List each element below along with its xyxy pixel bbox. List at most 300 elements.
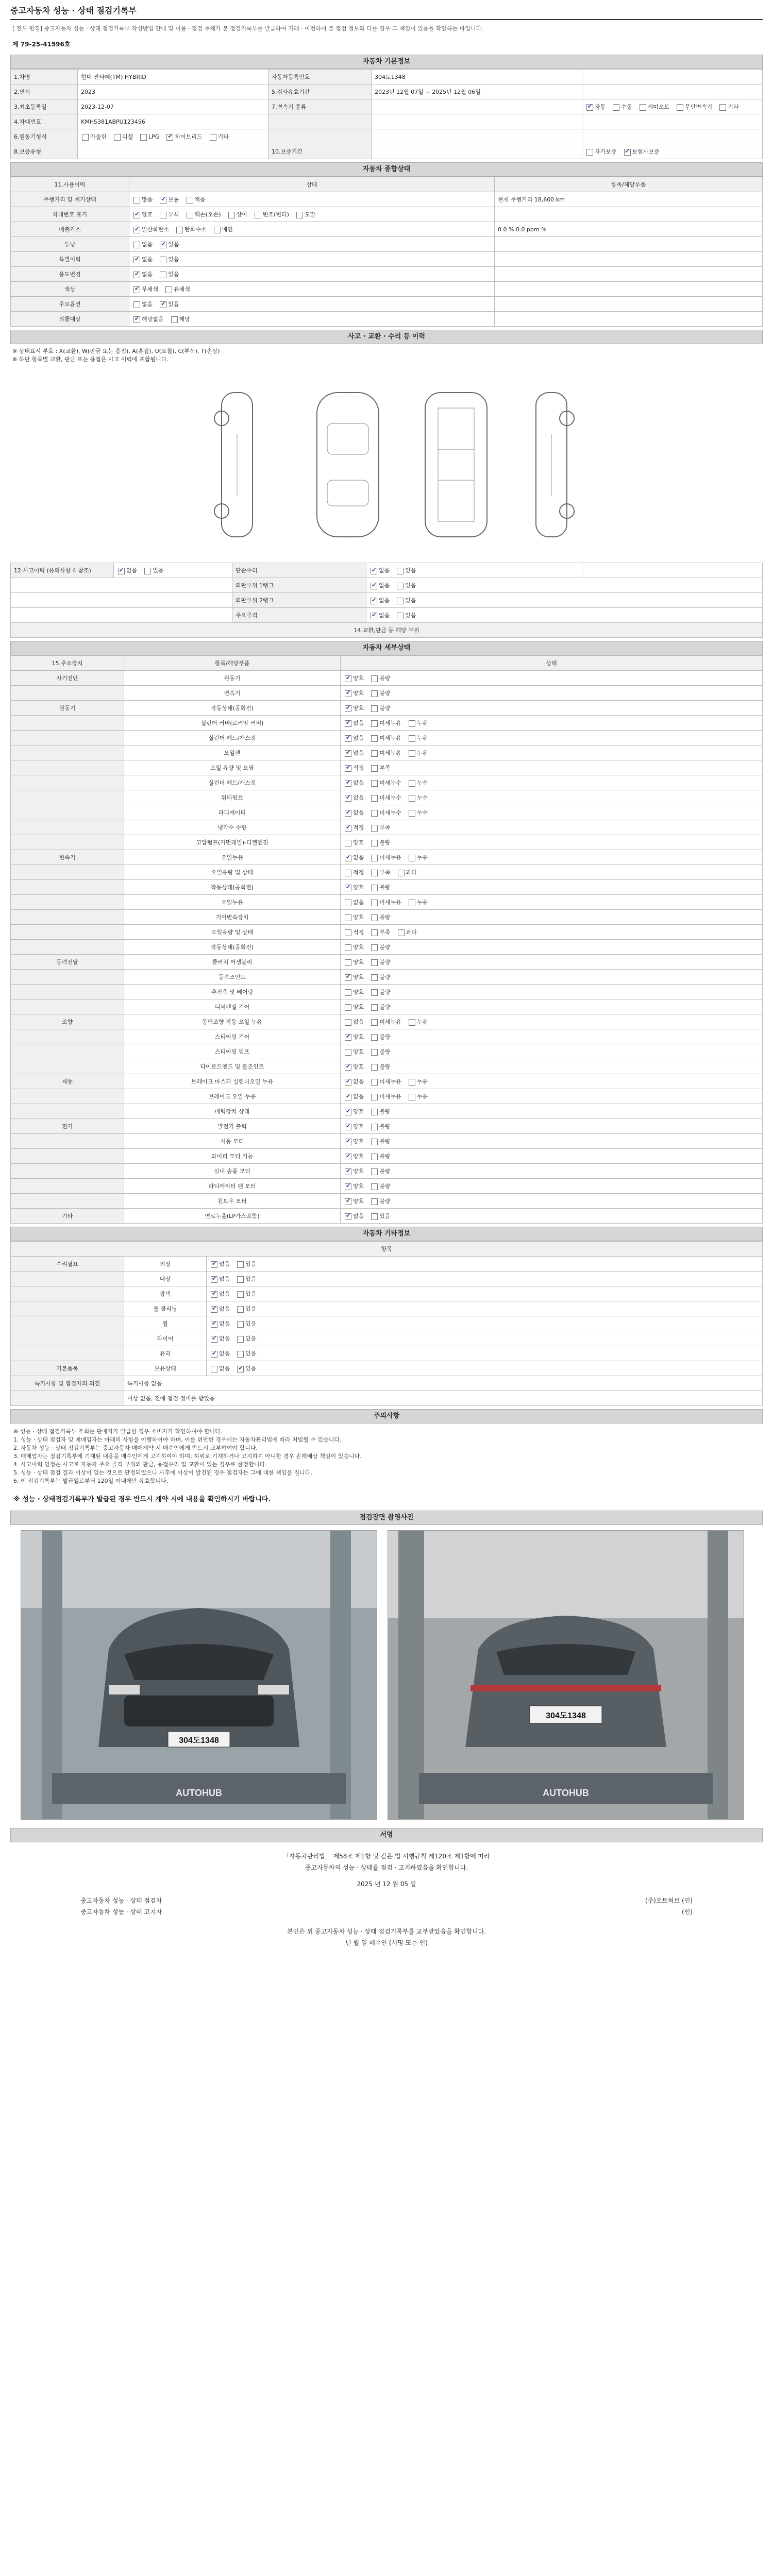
detail-option[interactable]: ✔ 없음 [344,1212,364,1220]
detail-option[interactable]: ✔ 없음 [344,808,364,817]
detail-option[interactable]: 없음 [344,898,364,906]
checkbox[interactable] [586,149,593,156]
checkbox[interactable] [133,301,140,308]
checkbox[interactable] [371,1109,378,1115]
checkbox[interactable] [409,780,415,787]
detail-option[interactable]: 미세누수 [370,793,401,802]
checkbox[interactable] [398,870,405,876]
checkbox[interactable] [409,810,415,817]
checkbox[interactable] [133,242,140,248]
checkbox[interactable] [345,1198,351,1205]
checkbox[interactable] [409,720,415,727]
general-option[interactable]: 훼손(오손) [186,210,221,218]
checkbox[interactable] [371,1198,378,1205]
transmission-option[interactable]: ✔ 자동 [585,103,606,111]
fuel-option[interactable]: 기타 [209,132,229,141]
checkbox[interactable] [345,989,351,996]
detail-option[interactable]: 누유 [408,853,428,861]
checkbox[interactable] [371,810,378,817]
other-option[interactable]: ✔ 없음 [210,1260,230,1268]
checkbox[interactable] [237,1261,244,1268]
detail-option[interactable]: 미세누유 [370,1077,401,1086]
checkbox[interactable] [371,840,378,846]
checkbox[interactable] [371,885,378,891]
checkbox[interactable] [371,705,378,712]
general-option[interactable]: ✔ 양호 [132,210,153,218]
checkbox[interactable] [82,134,89,141]
checkbox[interactable] [237,1321,244,1328]
detail-option[interactable]: 불량 [370,943,390,951]
general-option[interactable]: 탄화수소 [175,225,207,233]
checkbox[interactable] [640,104,646,111]
checkbox[interactable] [409,1094,415,1100]
checkbox[interactable] [237,1306,244,1313]
detail-option[interactable]: ✔ 양호 [344,1197,364,1205]
detail-option[interactable]: 양호 [344,1047,364,1056]
detail-option[interactable]: 양호 [344,943,364,951]
detail-option[interactable]: 미세누유 [370,898,401,906]
checkbox[interactable] [228,212,235,218]
checkbox[interactable] [345,1004,351,1011]
checkbox[interactable] [237,1276,244,1283]
checkbox[interactable] [187,212,193,218]
checkbox[interactable] [160,301,166,308]
checkbox[interactable] [677,104,683,111]
checkbox[interactable] [133,197,140,204]
checkbox[interactable] [214,227,221,233]
checkbox[interactable] [171,316,178,323]
checkbox[interactable] [210,134,216,141]
general-option[interactable]: ✔ 없음 [132,255,153,263]
checkbox[interactable] [345,720,351,727]
general-option[interactable]: ✔ 있음 [159,300,179,308]
detail-option[interactable]: 누유 [408,1018,428,1026]
transmission-option[interactable]: 세미오토 [638,103,670,111]
checkbox[interactable] [371,735,378,742]
checkbox[interactable] [160,257,166,263]
checkbox[interactable] [345,780,351,787]
checkbox[interactable] [345,1124,351,1130]
checkbox[interactable] [345,870,351,876]
checkbox[interactable] [371,1064,378,1071]
detail-option[interactable]: 미세누수 [370,808,401,817]
checkbox[interactable] [371,598,377,604]
checkbox[interactable] [409,855,415,861]
detail-option[interactable]: ✔ 양호 [344,973,364,981]
checkbox[interactable] [371,1034,378,1041]
checkbox[interactable] [166,134,173,141]
checkbox[interactable] [211,1291,217,1298]
checkbox[interactable] [613,104,619,111]
checkbox[interactable] [133,272,140,278]
checkbox[interactable] [345,765,351,772]
other-option[interactable]: 있음 [236,1334,256,1343]
checkbox[interactable] [211,1336,217,1343]
checkbox[interactable] [371,870,378,876]
checkbox[interactable] [371,1019,378,1026]
general-option[interactable]: 있음 [159,255,179,263]
checkbox[interactable] [345,1183,351,1190]
checkbox[interactable] [211,1306,217,1313]
checkbox[interactable] [345,1079,351,1086]
checkbox[interactable] [345,750,351,757]
other-option[interactable]: 없음 [210,1364,230,1372]
checkbox[interactable] [345,929,351,936]
checkbox[interactable] [345,1168,351,1175]
detail-option[interactable]: 양호 [344,988,364,996]
checkbox[interactable] [345,1154,351,1160]
checkbox[interactable] [345,1109,351,1115]
checkbox[interactable] [371,690,378,697]
checkbox[interactable] [409,735,415,742]
checkbox[interactable] [371,780,378,787]
checkbox[interactable] [345,825,351,832]
general-option[interactable]: ✔ 무채색 [132,285,158,293]
other-option[interactable]: ✔ 없음 [210,1290,230,1298]
fuel-option[interactable]: ✔ 하이브리드 [165,132,202,141]
accident-option[interactable]: 있음 [143,566,163,574]
checkbox[interactable] [371,795,378,802]
detail-option[interactable]: 불량 [370,1167,390,1175]
checkbox[interactable] [371,929,378,936]
checkbox[interactable] [371,974,378,981]
checkbox[interactable] [160,242,166,248]
detail-option[interactable]: ✔ 없음 [344,793,364,802]
detail-option[interactable]: 누유 [408,734,428,742]
checkbox[interactable] [345,855,351,861]
detail-option[interactable]: 없음 [344,1018,364,1026]
checkbox[interactable] [345,735,351,742]
checkbox[interactable] [345,705,351,712]
detail-option[interactable]: ✔ 양호 [344,674,364,682]
checkbox[interactable] [371,1124,378,1130]
detail-option[interactable]: 불량 [370,973,390,981]
general-option[interactable]: 변조(변타) [254,210,289,218]
detail-option[interactable]: 불량 [370,883,390,891]
checkbox[interactable] [371,1139,378,1145]
detail-option[interactable]: 불량 [370,704,390,712]
detail-option[interactable]: ✔ 적정 [344,764,364,772]
detail-option[interactable]: 불량 [370,913,390,921]
general-option[interactable]: 없음 [132,300,153,308]
checkbox[interactable] [187,197,193,204]
detail-option[interactable]: ✔ 없음 [344,1092,364,1100]
warranty-option[interactable]: ✔ 보험사보증 [623,147,660,156]
checkbox[interactable] [144,568,151,574]
detail-option[interactable]: 누유 [408,1092,428,1100]
checkbox[interactable] [160,197,166,204]
checkbox[interactable] [345,944,351,951]
other-option[interactable]: 있음 [236,1275,256,1283]
general-option[interactable]: ✔ 있음 [159,240,179,248]
general-right [495,282,763,297]
checkbox[interactable] [371,944,378,951]
checkbox[interactable] [237,1336,244,1343]
checkbox[interactable] [345,1213,351,1220]
checkbox[interactable] [409,1079,415,1086]
detail-option[interactable]: 불량 [370,1182,390,1190]
checkbox[interactable] [398,929,405,936]
detail-option[interactable]: ✔ 양호 [344,1137,364,1145]
panel-option[interactable]: 있음 [396,581,416,589]
checkbox[interactable] [176,227,183,233]
checkbox[interactable] [345,690,351,697]
panel-option[interactable]: ✔ 없음 [369,596,390,604]
checkbox[interactable] [409,900,415,906]
checkbox[interactable] [371,583,377,589]
detail-option[interactable]: 미세누수 [370,778,401,787]
detail-option[interactable]: 양호 [344,913,364,921]
checkbox[interactable] [345,810,351,817]
checkbox[interactable] [345,959,351,966]
detail-option[interactable]: ✔ 없음 [344,719,364,727]
panel-option[interactable]: ✔ 없음 [369,581,390,589]
general-option[interactable]: ✔ 일산화탄소 [132,225,169,233]
other-option[interactable]: ✔ 없음 [210,1319,230,1328]
detail-option[interactable]: 미세누유 [370,853,401,861]
repair-option[interactable]: ✔ 없음 [369,566,390,574]
checkbox[interactable] [118,568,125,574]
general-option[interactable]: 상이 [227,210,247,218]
general-option[interactable]: 없음 [132,240,153,248]
transmission-option[interactable]: 기타 [718,103,738,111]
checkbox[interactable] [371,914,378,921]
checkbox[interactable] [211,1351,217,1358]
other-option[interactable]: ✔ 없음 [210,1349,230,1358]
checkbox[interactable] [133,316,140,323]
detail-option[interactable]: 미세누유 [370,1092,401,1100]
checkbox[interactable] [371,1154,378,1160]
other-option[interactable]: ✔ 있음 [236,1364,256,1372]
checkbox[interactable] [345,1019,351,1026]
detail-option[interactable]: 누유 [408,719,428,727]
checkbox[interactable] [345,974,351,981]
detail-option[interactable]: ✔ 양호 [344,1062,364,1071]
detail-option[interactable]: ✔ 양호 [344,704,364,712]
checkbox[interactable] [371,900,378,906]
checkbox[interactable] [140,134,147,141]
detail-option[interactable]: 누수 [408,793,428,802]
checkbox[interactable] [165,286,172,293]
checkbox[interactable] [345,1139,351,1145]
checkbox[interactable] [409,795,415,802]
other-option[interactable]: 있음 [236,1304,256,1313]
checkbox[interactable] [371,568,377,574]
checkbox[interactable] [211,1321,217,1328]
checkbox[interactable] [345,840,351,846]
detail-option[interactable]: 불량 [370,1107,390,1115]
detail-option[interactable]: ✔ 없음 [344,778,364,787]
other-option[interactable]: 있음 [236,1349,256,1358]
fuel-option[interactable]: 디젤 [113,132,133,141]
detail-option[interactable]: 불량 [370,1122,390,1130]
detail-option[interactable]: 불량 [370,1003,390,1011]
detail-option[interactable]: 양호 [344,838,364,846]
detail-option[interactable]: 과다 [397,868,417,876]
detail-option[interactable]: 불량 [370,1137,390,1145]
fuel-option[interactable]: 가솔린 [81,132,107,141]
detail-option[interactable]: 불량 [370,674,390,682]
checkbox[interactable] [371,613,377,619]
detail-option[interactable]: ✔ 없음 [344,853,364,861]
detail-option[interactable]: 불량 [370,1197,390,1205]
detail-option[interactable]: 부족 [370,823,390,832]
detail-option[interactable]: 부족 [370,868,390,876]
checkbox[interactable] [237,1291,244,1298]
general-option[interactable]: 많음 [132,195,153,204]
detail-option[interactable]: 과다 [397,928,417,936]
checkbox[interactable] [160,212,166,218]
detail-option[interactable]: 미세누유 [370,734,401,742]
general-option[interactable]: 유채색 [164,285,190,293]
detail-option[interactable]: 누수 [408,808,428,817]
detail-option[interactable]: 양호 [344,958,364,966]
checkbox[interactable] [345,900,351,906]
detail-option[interactable]: ✔ 없음 [344,749,364,757]
general-option[interactable]: 매연 [213,225,233,233]
other-option[interactable]: 있음 [236,1260,256,1268]
panel-option[interactable]: 있음 [396,611,416,619]
detail-option[interactable]: ✔ 양호 [344,1167,364,1175]
other-option[interactable]: 있음 [236,1319,256,1328]
general-option[interactable]: 도말 [295,210,315,218]
checkbox[interactable] [397,613,404,619]
checkbox[interactable] [371,1004,378,1011]
checkbox[interactable] [160,272,166,278]
detail-option[interactable]: 있음 [370,1212,390,1220]
detail-option[interactable]: 누유 [408,898,428,906]
detail-option[interactable]: ✔ 양호 [344,1107,364,1115]
checkbox[interactable] [397,583,404,589]
detail-option[interactable]: 불량 [370,689,390,697]
warranty-option[interactable]: 자가보증 [585,147,617,156]
checkbox[interactable] [133,257,140,263]
detail-option[interactable]: ✔ 양호 [344,1182,364,1190]
general-option[interactable]: ✔ 없음 [132,270,153,278]
general-option[interactable]: ✔ 해당없음 [132,315,164,323]
checkbox[interactable] [371,959,378,966]
checkbox[interactable] [371,675,378,682]
checkbox[interactable] [345,795,351,802]
general-option[interactable]: ✔ 보통 [159,195,179,204]
checkbox[interactable] [211,1276,217,1283]
checkbox[interactable] [211,1366,217,1372]
detail-option[interactable]: 적정 [344,868,364,876]
detail-option[interactable]: 불량 [370,958,390,966]
detail-option[interactable]: 부족 [370,928,390,936]
checkbox[interactable] [397,598,404,604]
detail-option[interactable]: 적정 [344,928,364,936]
checkbox[interactable] [371,855,378,861]
checkbox[interactable] [371,825,378,832]
checkbox[interactable] [409,1019,415,1026]
detail-option[interactable]: ✔ 양호 [344,689,364,697]
detail-option[interactable]: ✔ 적정 [344,823,364,832]
checkbox[interactable] [719,104,726,111]
checkbox[interactable] [409,750,415,757]
checkbox[interactable] [345,1049,351,1056]
checkbox[interactable] [371,750,378,757]
checkbox[interactable] [371,1168,378,1175]
accident-option[interactable]: ✔ 없음 [117,566,137,574]
checkbox[interactable] [371,1049,378,1056]
other-option[interactable]: 있음 [236,1290,256,1298]
checkbox[interactable] [211,1261,217,1268]
detail-option[interactable]: ✔ 양호 [344,1152,364,1160]
other-option[interactable]: ✔ 없음 [210,1275,230,1283]
detail-option[interactable]: 양호 [344,1003,364,1011]
checkbox[interactable] [255,212,261,218]
checkbox[interactable] [624,149,631,156]
fuel-option[interactable]: LPG [139,133,159,141]
checkbox[interactable] [345,675,351,682]
general-option[interactable]: 해당 [170,315,190,323]
checkbox[interactable] [371,1183,378,1190]
checkbox[interactable] [371,1079,378,1086]
checkbox[interactable] [296,212,303,218]
general-option[interactable]: 부식 [159,210,179,218]
panel-option[interactable]: 있음 [396,596,416,604]
detail-option[interactable]: 미세누유 [370,749,401,757]
other-option[interactable]: ✔ 없음 [210,1334,230,1343]
detail-option[interactable]: 누수 [408,778,428,787]
checkbox[interactable] [237,1351,244,1358]
transmission-option[interactable]: 수동 [612,103,632,111]
detail-option[interactable]: 불량 [370,1152,390,1160]
repair-option[interactable]: 있음 [396,566,416,574]
detail-option[interactable]: ✔ 없음 [344,734,364,742]
inspector-name: (주)오토허브 (인) [645,1897,693,1904]
checkbox[interactable] [345,914,351,921]
checkbox[interactable] [371,989,378,996]
checkbox[interactable] [345,1064,351,1071]
checkbox[interactable] [345,1034,351,1041]
checkbox[interactable] [133,286,140,293]
detail-option[interactable]: 불량 [370,838,390,846]
checkbox[interactable] [371,765,378,772]
checkbox[interactable] [237,1366,244,1372]
panel-option[interactable]: ✔ 없음 [369,611,390,619]
checkbox[interactable] [586,104,593,111]
detail-option[interactable]: 미세누유 [370,719,401,727]
checkbox[interactable] [114,134,121,141]
other-option[interactable]: ✔ 없음 [210,1304,230,1313]
checkbox[interactable] [345,1094,351,1100]
checkbox[interactable] [371,1094,378,1100]
detail-option[interactable]: 불량 [370,1062,390,1071]
transmission-option[interactable]: 무단변속기 [676,103,712,111]
checkbox[interactable] [133,227,140,233]
checkbox[interactable] [133,212,140,218]
detail-option[interactable]: 불량 [370,1047,390,1056]
detail-option[interactable]: 미세누유 [370,1018,401,1026]
detail-option[interactable]: 부족 [370,764,390,772]
general-option[interactable]: 적음 [186,195,206,204]
checkbox[interactable] [397,568,404,574]
checkbox[interactable] [345,885,351,891]
detail-option[interactable]: 불량 [370,988,390,996]
detail-option[interactable]: ✔ 없음 [344,1077,364,1086]
detail-option[interactable]: ✔ 양호 [344,1032,364,1041]
checkbox[interactable] [371,720,378,727]
detail-option[interactable]: 누유 [408,749,428,757]
detail-option[interactable]: ✔ 양호 [344,883,364,891]
checkbox[interactable] [371,1213,378,1220]
detail-option[interactable]: 누유 [408,1077,428,1086]
general-option[interactable]: 있음 [159,270,179,278]
detail-option[interactable]: ✔ 양호 [344,1122,364,1130]
detail-option[interactable]: 불량 [370,1032,390,1041]
